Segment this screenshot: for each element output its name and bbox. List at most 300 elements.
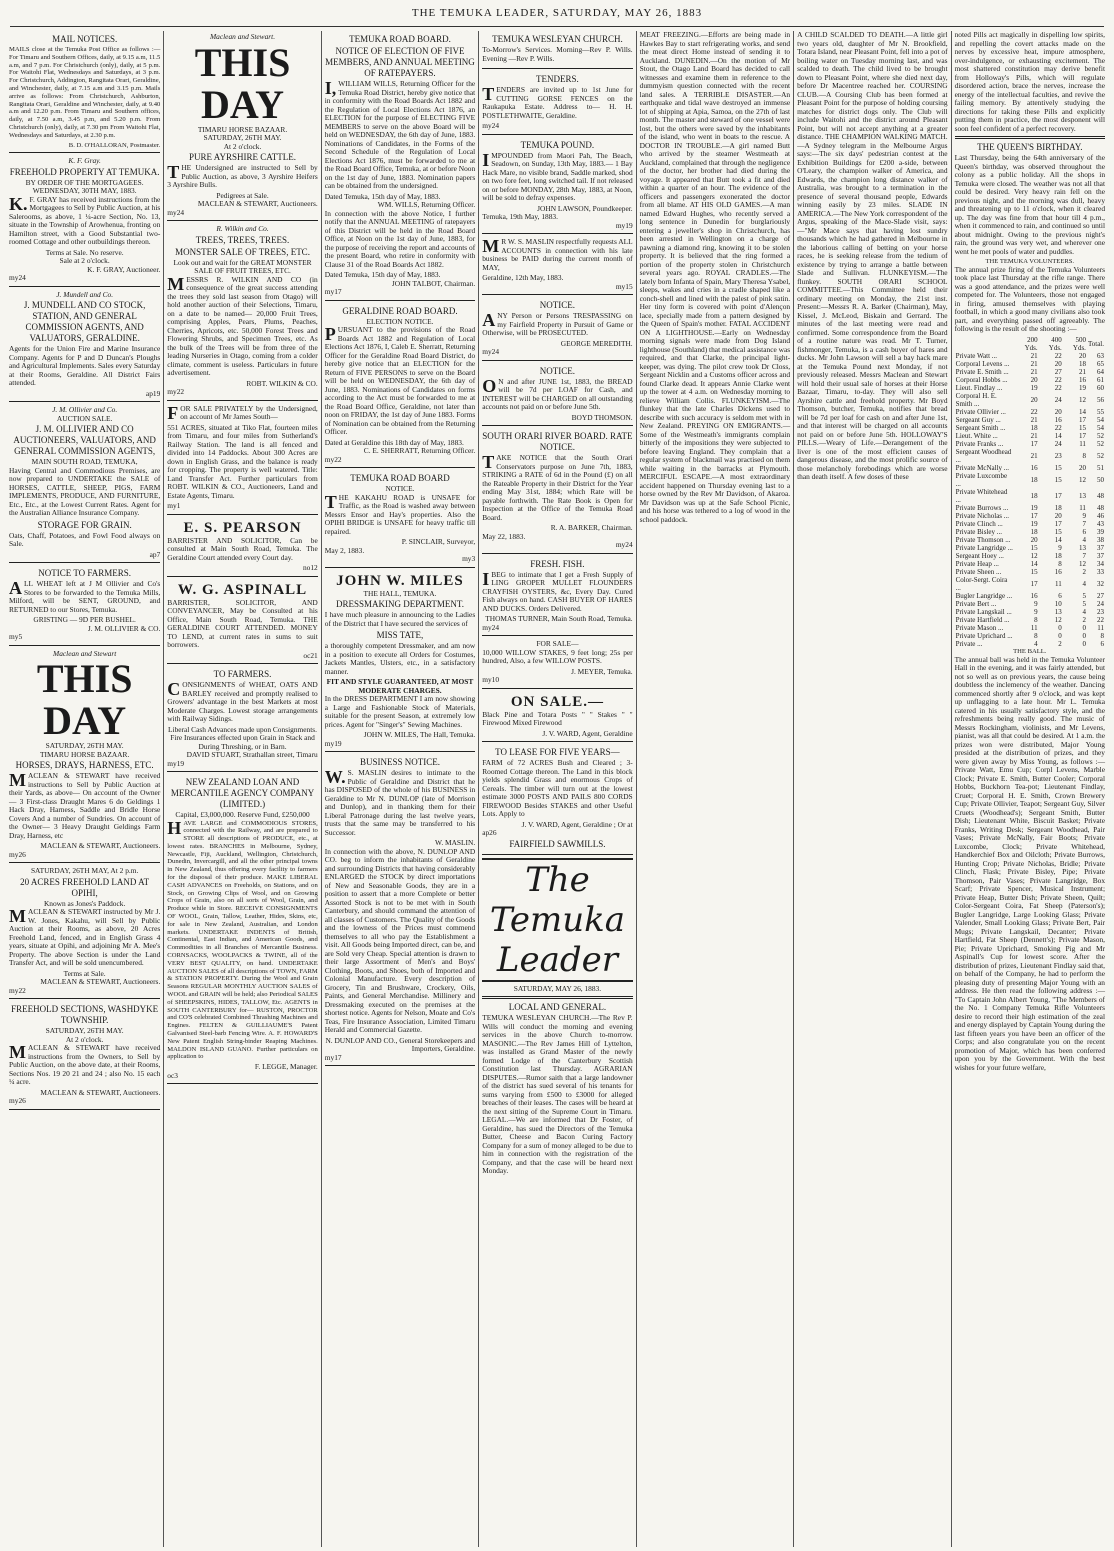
ms2-body: MACLEAN & STEWART instructed by Mr J. W. Jones, Kakahu, will Sell by Public Auction at their Rooms, as above, 20 Acres Freehold Land, fenced, and in English Grass 4 years, situate at Opihi, and adjoining Mr A. Mee's Property. The above Section is under the Land Transfer Act, and will be sold unencumbered.	[9, 906, 161, 968]
table-cell: 17	[1030, 511, 1038, 520]
table-cell: 18	[1054, 551, 1062, 560]
table-cell: 20	[1054, 359, 1062, 368]
mail-signature: B. D. O'HALLORAN, Postmaster.	[68, 141, 161, 149]
pound-signature: JOHN LAWSON, Poundkeeper.	[537, 203, 633, 213]
table-cell: 12	[1078, 395, 1086, 404]
business-notice	[325, 754, 475, 1066]
table-cell: 32	[1097, 579, 1105, 588]
bn-signature2: N. DUNLOP AND CO., General Storekeepers and Importers, Geraldine.	[325, 1035, 476, 1053]
mundell-advert	[9, 289, 160, 403]
table-cell: Private Nicholas ...	[955, 511, 1010, 520]
table-cell: 13	[1054, 607, 1062, 616]
table-cell: 12	[1078, 475, 1086, 484]
miles-advert	[325, 570, 475, 753]
table-cell: 39	[1097, 527, 1105, 536]
notice2-signature: BOYD THOMSON.	[571, 412, 633, 422]
notice1-signature: GEORGE MEREDITH.	[560, 338, 633, 348]
sale-code: my10	[482, 675, 500, 684]
table-row	[955, 552, 1105, 560]
table-cell: 52	[1097, 451, 1105, 460]
table-cell: 18	[1030, 423, 1038, 432]
table-cell: 11	[1097, 623, 1105, 632]
title-rule	[482, 996, 632, 999]
ms3-date: SATURDAY, 26TH MAY.	[45, 1026, 124, 1036]
maclean-stewart-horses	[9, 648, 160, 864]
table-cell: 17	[1030, 439, 1038, 448]
tenders-title: TENDERS.	[536, 74, 579, 84]
table-cell: 65	[1097, 359, 1105, 368]
ms2-signature: MACLEAN & STEWART, Auctioneers.	[40, 977, 161, 987]
table-cell: 4	[1082, 579, 1086, 588]
table-cell: 48	[1097, 503, 1105, 512]
table-row	[955, 624, 1105, 632]
table-cell: 6	[1082, 527, 1086, 536]
table-cell: 54	[1097, 423, 1105, 432]
table-cell: Color-Sergt. Coira ...	[955, 575, 1008, 592]
ms2-code: my22	[9, 985, 26, 995]
miles-name: MISS TATE,	[376, 630, 424, 640]
table-cell: 0	[1082, 623, 1086, 632]
miles-signature: JOHN W. MILES, The Hall, Temuka.	[363, 730, 476, 739]
tr-code: my3	[462, 554, 476, 563]
private-title: FOR SALE PRIVATELY by the Undersigned, on account of Mr James South—	[167, 402, 318, 423]
table-cell: 11	[1055, 579, 1062, 588]
table-cell: 14	[1054, 535, 1062, 544]
table-cell: Private Franks ...	[955, 439, 1004, 448]
ms2-date: SATURDAY, 26TH MAY, At 2 p.m.	[30, 866, 139, 876]
orari-title: SOUTH ORARI RIVER BOARD. RATE NOTICE.	[482, 431, 633, 452]
lease-body: FARM of 72 ACRES Bush and Cleared ; 3-Roomed Cottage thereon. The Land in this block yields splendid Grass and enormous Crops of Cereals. The timber will turn out at the lowest estimate 3000 POSTS AND PAILS 800 CORDS FIREWOOD Besides STAKES and other Useful Lots. Apply to	[482, 758, 633, 818]
private-code: my1	[167, 501, 181, 510]
table-cell: Corporal Levens ...	[955, 359, 1010, 368]
ms-signature: MACLEAN & STEWART, Auctioneers.	[40, 841, 161, 851]
table-cell: 38	[1097, 535, 1105, 544]
annual-meeting-body: In connection with the above Notice, I further notify that the ANNUAL MEETING of ratepayers of this District will be held in the Road Board Office, at Noon on the 1st day of June, 1883, for the purpose of receiving the report and accounts of the present Board, who retire in conformity with Clause 31 of the Road Boards Act 1882.	[324, 208, 476, 269]
news-body-6: A CHILD SCALDED TO DEATH.—A little girl two years old, daughter of Mr N. Brookfield, Totara Island, near Pleasant Point, fell into a pot of boiling water on Tuesday morning last, and was scalded to death. The child lived to be brought down to Pleasant Point, where she died next day, before Dr Macentree reached her. COURSING CLUB.—A Coursing Club has been formed at Pleasant Point for the purpose of holding coursing matches for district dogs only. The Club will include Waitohi and the district around Pleasant Point, but will not accept anything at a greater distance. THE CHAMPION WALKING MATCH.—A Sydney telegram in the Melbourne Argus says:—The six days' pedestrian contest at the Exhibition Buildings for £200 a-side, between O'Leary, the champion walker of America, and Edwards, the champion long distance walker of Australia, was brought to a termination in the presence of several thousand people, Edwards winning easily by 23 miles. SLADE IN AMERICA.—The New York correspondent of the Argus, speaking of the Mace-Slade visit, says:—"Mr Mace says that having lost sundry thousands which he had gathered in Melbourne in the laborious calling of betting on your horse races, he is seeking release from the tedium of existence by trying to arrange a battle between Slade and Sullivan. FLUNKEYISM.—The flunkey. SOUTH ORARI SCHOOL COMMITTEE.—This Committee held their ordinary meeting on Monday, the 21st inst. Present:—Messrs R. A. Barker (Chairman), May, Kissel, J. McLeod, Biskain and Gerrard. The minutes of the last meeting were read and confirmed. Some correspondence from the Board of a routine nature was read. Mr T. Turner, fishmonger, Temuka, is a cash buyer of hares and ducks. Mr John Lawson will sell a bay hack mare at the Temuka Pound next Monday, if not previously released. Messrs Maclean and Stewart will hold their usual sale of horses at their Horse Bazaar, Timaru, to-day. They will also sell Ayrshire cattle and freehold property. Mr Boyd Thomson, butcher, Temuka, notifies that bread will be 7d per loaf for cash on and after June 1st, and that interest will be charged on all accounts not paid on or before June 5th. HOLLOWAY'S PILLS.—Weary of Life.—Derangement of the liver is one of the most efficient causes of dangerous disease, and the most prolific source of those melancholy forebodings which are worse than death itself. A few doses of these	[797, 31, 948, 481]
ms2-title: 20 ACRES FREEHOLD LAND AT OPIHI,	[20, 876, 150, 898]
table-cell: 21	[1030, 415, 1038, 424]
table-cell: 22	[1054, 423, 1062, 432]
table-cell: 18	[1078, 359, 1086, 368]
paper-title: The Temuka Leader	[482, 858, 632, 982]
table-cell: Corporal H. E. Smith ...	[955, 391, 997, 408]
tr-date: May 2, 1883.	[324, 545, 365, 555]
table-cell: 18	[1030, 527, 1038, 536]
table-row	[955, 520, 1105, 528]
table-cell: 16	[1030, 591, 1038, 600]
tenders-code: my24	[482, 121, 500, 130]
table-cell: Private Bert ...	[955, 599, 997, 608]
table-cell: Bugler Langridge ...	[955, 591, 1013, 600]
table-cell: 7	[1082, 519, 1086, 528]
notice-title: NOTICE OF ELECTION OF FIVE MEMBERS, AND ANNUAL MEETING OF RATEPAYERS.	[325, 46, 475, 78]
gray-body: K.F. GRAY has received instructions from the Mortgagees to Sell by Public Auction, at his Salerooms, as above, 1 ¼-acre Section, No. 13, situate in the Township of Arowhenua, fronting on Hamilton street, with a Good Substantial two-roomed Cottage and other outbuildings thereon.	[9, 193, 161, 247]
notice1-body: ANY Person or Persons TRESPASSING on my Fairfield Property in Pursuit of Game or Otherwise, will be PROSECUTED.	[482, 310, 633, 337]
maslin-date: Geraldine, 12th May, 1883.	[482, 273, 564, 282]
ger-title: GERALDINE ROAD BOARD.	[342, 305, 458, 316]
rifle-body: The annual prize firing of the Temuka Volunteers took place last Thursday at the rifle range. There was a good attendance, and the prizes were well competed for. The Volunteers, those not engaged in firing, amused themselves with playing football, in which a good many civilians also took part, and everything passed off agreeably. The following is the result of the shooting :—	[954, 264, 1106, 334]
bn-signature: W. MASLIN.	[435, 838, 476, 847]
table-cell: 4	[1034, 639, 1038, 648]
tr-body: THE KAKAHU ROAD is UNSAFE for Traffic, as the Road is washed away between Messrs Ensor and Hay's properties. Also the OPIHI BRIDGE is UNSAFE for heavy traffic till repaired.	[324, 491, 476, 536]
table-row	[955, 432, 1105, 440]
column-3	[321, 31, 478, 1547]
notice-date: Dated Temuka, 15th day of May, 1883.	[324, 191, 441, 201]
table-cell: Private Hartfield ...	[955, 615, 1010, 624]
ms-code: my26	[9, 849, 26, 859]
trespass-notice	[482, 297, 632, 361]
shooting-results-table	[955, 336, 1105, 648]
news-body-5: MEAT FREEZING.—Efforts are being made in Hawkes Bay to start refrigerating works, and send the meat direct Home instead of sending it to Auckland. DUNEDIN.—On the motion of Mr Stout, the Otago Land Board has decided to call witnesses and examine them in reference to the dummyism question connected with the recent land sales. A TERRIBLE DISASTER.—An earthquake and tidal wave destroyed an immense lot of shipping at Apia, Samoa, on the 27th of last month. The master and steward of one vessel were lost, but the others were saved by the inhabitants of the island, who went in boats to the rescue. A DOCTOR IN TROUBLE.—A girl named Butt who arrived by the steamer Westmeath at Auckland, complained that through the negligence of the doctor, her brother had died during the voyage. It appeared that Butt took a fit and died within a quarter of an hour. The evidence of the officers and passengers exonerated the doctor from all blame. AT HIS OLD GAMES.—A man named Edward Hughes, who recently served a long sentence in Dunedin for burglariously entering a jeweller's shop in Christchurch, has been arrested in Wellington on a charge of pawning a diamond ring, knowing it to be stolen property. It is believed that the ring formed a portion of the property stolen in Christchurch several years ago. ROYAL CRADLES.—The lately born Infanta of Spain, Mary Theresa Ysabel, sleeps, wakes and cries in a cradle shaped like a conch-shell and lined with the palest of pink satin. Her tiny form is covered with point d'Alençon lace, specially made from a pattern designed by the Queen of Spain's mother. FATAL ACCIDENT ON A LIGHTHOUSE.—Early on Wednesday morning signals were made from Dog Island lighthouse (Southland) that medical assistance was required, and that Clarke, the principal light-keeper, was dying. The pilot crew took Dr Closs, Sergeant Nicklin and a Customs officer across and found Clarke dead. It appears Annie Clarke went up the tower at 4 a.m. on Wednesday morning to relieve William Collis. FLUNKEYISM.—The flunkey that the late Charles Dickens used to describe with such accuracy is seldom met with in New Zealand. PREYING ON EMIGRANTS.—Some of the Westmeath's immigrants complain bitterly of the impositions they were subjected to before leaving England. They complain that a regular system of blackmail was practised on them while waiting in the barracks at Plymouth. MERCIFUL ESCAPE.—A most extraordinary accident happened on Thursday evening last to a horse owned by the Rev Mr Davidson, of Akaroa. Mr Davidson was up at the Safe School Picnic, and his horse was tethered to a log of wood in the school paddock.	[639, 31, 791, 524]
table-cell: 21	[1030, 359, 1038, 368]
table-row	[955, 592, 1105, 600]
private-body: 551 ACRES, situated at Tiko Flat, fourteen miles from Timaru, and four miles from Sutherland's Railway Station. The land is all fenced and divided into 14 Paddocks. About 300 Acres are down in English Grass, and the balance is ready for cropping. The property is well watered. Title: Land Transfer Act. Further particulars from ROBT. WILKIN & CO., Auctioneers, Land and Estate Agents, Timaru.	[167, 422, 318, 500]
table-cell: 24	[1054, 439, 1062, 448]
annual-meeting-date: Dated Temuka, 15th day of May, 1883.	[324, 270, 441, 279]
ms3-signature: MACLEAN & STEWART, Auctioneers.	[40, 1087, 161, 1097]
table-cell: 52	[1097, 439, 1105, 448]
table-cell: Private Ollivier ...	[955, 407, 1006, 416]
table-cell: 24	[1054, 395, 1062, 404]
table-cell: 46	[1097, 511, 1105, 520]
willow-sale	[482, 638, 632, 689]
stuart-farmers: TO FARMERS.	[213, 669, 272, 679]
table-cell: 17	[1054, 491, 1062, 500]
table-cell: 23	[1097, 607, 1105, 616]
trees-title: TREES, TREES, TREES.	[195, 234, 290, 245]
ayr-sub: PURE AYRSHIRE CATTLE.	[189, 152, 296, 162]
table-cell: 9	[1034, 599, 1038, 608]
farmers-body: ALL WHEAT left at J M Ollivier and Co's Stores to be forwarded to the Temuka Mills, Milford, will be SENT, GROUND, and RETURNED to our Stores, Temuka.	[9, 578, 161, 614]
bread-notice	[482, 363, 632, 427]
bn-body2: In connection with the above, N. DUNLOP AND CO. beg to inform the inhabitants of Geraldine and surrounding Districts that having considerably ENLARGED the STOCK by direct importations of New and Seasonable Goods, they are in a position to assert that a more Complete or better Assorted Stock is not to be met with in South Canterbury, and should command the attention of all classes of Customers. The Quality of the Goods and the lowness of the Prices must commend themselves to all who pay the Establishment a visit. All Goods being Imported direct, can be, and are Sold very Cheap. Special attention is drawn to their large Assortment of Men's and Boys' Clothing, Boots, and Shoes, both of Imported and Colonial Manufacture. Every description of Grocery, Tin and Brushware, Crockery, Oils, Paints, and General Merchandise. Millinery and Dressmaking executed on the premises at the shortest notice. Agents for Nelson, Moate and Co's Teas, Fire Insurance Association, Limited Timaru Herald and Commercial Gazette.	[324, 846, 476, 1034]
wilkin-header: R. Wilkin and Co.	[216, 224, 269, 233]
table-cell: 55	[1097, 407, 1105, 416]
onsale-signature: J. V. WARD, Agent, Geraldine	[542, 728, 633, 738]
wes-body: To-Morrow's Services. Morning—Rev P. Wills. Evening —Rev P. Wills.	[482, 45, 633, 63]
table-cell: 51	[1097, 463, 1105, 472]
aspinall-advert	[167, 579, 317, 665]
table-row	[955, 408, 1105, 416]
table-row	[955, 576, 1105, 592]
gray-signature: K. F. GRAY, Auctioneer.	[87, 264, 161, 274]
nz-body: HAVE LARGE and COMMODIOUS STORES, connected with the Railway, and are prepared to STORE all descriptions of PRODUCE, etc., at lowest rates. BRANCHES in Melbourne, Sydney, Newcastle, Fiji, Auckland, Wellington, Christchurch, Dunedin, Invercargill, and all the other principal towns in New Zealand, thus offering every facility to farmers for the disposal of their produce. MAKE LIBERAL CASH ADVANCES on Freeholds, on Stations, and on Stock, on Growing Clips of Wool, and on Growing Crops of Grain, also on all sorts of Wool, Grain, and Produce while in Store. RECEIVE CONSIGNMENTS OF WOOL, Grain, Tallow, Leather, Hides, Skins, etc, for sale in New Zealand, Australian, and London markets. UNDERTAKE INDENTS of British, Continental, East Indian, and American Goods, and Commodities in all Branches of Mercantile Business. CORNSACKS, WOOLPACKS & TWINE, all of the VERY BEST QUALITY, on hand. UNDERTAKE AUCTION SALES of all descriptions of TOWN, FARM & STATION PROPERTY. During the Wool and Grain Seasons REGULAR MONTHLY AUCTION SALES of WOOL and GRAIN will be held; also Periodical SALES of SHEEPSKINS, HIDES, TALLOW, Etc. AGENTS in SOUTH CANTERBURY for— RUSTON, PROCTOR and CO'S celebrated Combined Thrashing Machines and Engines. FELTEN & GUILLIAUME'S Patent Galvanised Steel-barb Fencing Wire. A. F. HOWARD'S New Patent English String-binder Reaping Machines. MALDON ISLAND GUANO. Further particulars on application to	[167, 817, 318, 1061]
ms2-terms: Terms at Sale.	[63, 968, 106, 978]
table-cell: 15	[1030, 567, 1038, 576]
table-cell: Private Thomson ...	[955, 535, 1011, 544]
table-cell: Sergeant Woodhead ...	[955, 447, 1012, 464]
gray-sale-time: Sale at 2 o'clock.	[59, 256, 110, 266]
ollivier-address: MAIN SOUTH ROAD, TEMUKA,	[31, 457, 138, 467]
lease-advert	[482, 744, 632, 855]
table-cell: 8	[1034, 631, 1038, 640]
table-cell: Private Mason ...	[955, 623, 1004, 632]
ms-header: Maclean and Stewart	[53, 648, 117, 658]
scores-body	[955, 352, 1105, 648]
table-row	[955, 440, 1105, 448]
table-cell: Private Sheen ...	[955, 567, 1002, 576]
table-cell: Private Uprichard ...	[955, 631, 1013, 640]
ms3-code: my26	[9, 1096, 26, 1106]
table-row	[955, 568, 1105, 576]
gray-code: my24	[9, 273, 26, 283]
ms-body: MACLEAN & STEWART have received instructions to Sell by Public Auction at their Yards, as above— On account of the Owner— 3 First-class Draught Mares 6 do Geldings 1 Hack Dray, Harness, Saddle and Bridle Horse Covers And a number of Sundries. On account of the Owner— 3 Heavy Draught Geldings Farm Dray, Harness, etc	[9, 770, 161, 840]
tr-signature: P. SINCLAIR, Surveyor,	[401, 537, 476, 546]
fish-body: IBEG to intimate that I get a Fresh Supply of LING GROPER MULLET FLOUNDERS CRAYFISH OYSTERS, &c, Every Day. Cured Fish always on hand. CASH BUYER OF HARES AND DUCKS. Orders Delivered.	[482, 568, 633, 613]
table-cell: 16	[1054, 567, 1062, 576]
miles-body: I have much pleasure in announcing to the Ladies of the District that I have secured the services of	[324, 610, 476, 628]
masthead: THE TEMUKA LEADER, SATURDAY, MAY 26, 1883	[10, 0, 1104, 27]
fish-signature: THOMAS TURNER, Main South Road, Temuka.	[485, 614, 633, 623]
pearson-advert	[167, 517, 317, 577]
ms3-body: MACLEAN & STEWART have received instructions from the Owners, to Sell by Public Auction, on the above date, at their Rooms, Sections Nos. 19 20 21 and 24 ; also No. 15 each ¼ acre.	[9, 1042, 161, 1087]
orari-date: May 22, 1883.	[482, 531, 526, 541]
wilkin-body: MESSRS R. WILKIN AND CO (in consequence of the great success attending the trees they sold last season from Otago) will hold another auction of their Selections, Timaru, on a date to be named— 20,000 Fruit Trees, comprising Apples, Pears, Plums, Peaches, Cherries, Apricots, etc. 50,000 Forest Trees and Flowering Shrubs, and Specimen Trees, etc. As the bulk of the Trees will be from three of the leading Nurseries in Otago, coming from a colder climate, comment is useless. Particulars in future advertisement.	[167, 273, 318, 377]
table-cell: 15	[1054, 463, 1062, 472]
notice1-title: NOTICE.	[539, 300, 576, 310]
table-cell: 12	[1078, 559, 1086, 568]
ollivier-header: J. M. Ollivier and Co.	[52, 405, 118, 415]
orari-signature: R. A. BARKER, Chairman.	[550, 523, 633, 532]
table-cell: 18	[1030, 475, 1038, 484]
table-cell: Private Whitehead ...	[955, 487, 1008, 504]
ger-signature: C. E. SHERRATT, Returning Officer.	[363, 446, 476, 455]
miles-body3: In the DRESS DEPARTMENT I am now showing a Large and Fashionable Stock of Materials, suitable for the present Season, at extremely low prices. Agent for "Singer's" Sewing Machines.	[324, 694, 476, 729]
miles-title: JOHN W. MILES	[336, 572, 464, 589]
table-cell: 20	[1030, 535, 1038, 544]
table-cell: 16	[1030, 463, 1038, 472]
stuart-body: CONSIGNMENTS of WHEAT, OATS AND BARLEY received and promptly realised to Growers' advantage in the best Markets at most Moderate Charges. Lowest storage arrangements with Railway Sidings.	[167, 679, 318, 723]
maslin-accounts	[482, 236, 632, 295]
tr-title: TEMUKA ROAD BOARD	[350, 473, 450, 483]
wga-code: oc21	[303, 650, 318, 660]
table-cell: 16	[1054, 415, 1062, 424]
column-2	[163, 31, 320, 1547]
table-cell: 23	[1054, 451, 1062, 460]
table-cell: 8	[1058, 559, 1062, 568]
local-title: LOCAL AND GENERAL.	[508, 1002, 607, 1012]
table-cell: 21	[1030, 451, 1038, 460]
nz-title: NEW ZEALAND LOAN AND MERCANTILE AGENCY COMPANY (LIMITED.)	[170, 777, 315, 809]
maclean-stewart-land	[9, 865, 160, 999]
fish-code: my24	[482, 622, 500, 632]
gray-title: FREEHOLD PROPERTY AT TEMUKA.	[9, 166, 160, 177]
table-cell: 14	[1078, 407, 1086, 416]
onsale-title: ON SALE.—	[510, 693, 605, 710]
table-row	[955, 536, 1105, 544]
table-cell: 10	[1054, 599, 1062, 608]
table-cell: 50	[1097, 475, 1105, 484]
table-cell: 18	[1054, 503, 1062, 512]
ger-sub: ELECTION NOTICE.	[366, 316, 434, 326]
table-cell: 11	[1030, 623, 1038, 632]
gray-advert	[9, 155, 160, 287]
table-cell: 14	[1054, 431, 1062, 440]
stuart-advert	[167, 666, 317, 772]
table-cell: 2	[1058, 639, 1062, 648]
mail-body: MAILS close at the Temuka Post Office as follows :— For Timaru and Southern Offices, daily, at 9.15 a.m, 11.5 a.m, and 7 p.m. For Christchurch (only), daily, at 5 p.m. For Waitohi Flat, Wednesdays and Saturdays, at 3 p.m. For Christchurch, Addington, Rangitata Orari, Geraldine, and Winchester, daily, at 7.15 a.m and 3.15 p.m. Mails arrive as follows: From Christchurch, Ashburton, Rangitata Orari, Geraldine and Winchester, daily, at 9.40 a.m and 12.20 p.m. From Timaru and Southern offices, daily, at 7.50 a.m, 3.45 p.m, and 5.20 p.m. From Christchurch (only), daily, at 7.30 pm From Waitohi Flat, Wednesdays and Saturdays, at 2.30 p.m.	[9, 46, 161, 139]
farmers-code: my5	[9, 632, 23, 642]
farmers-signature: J. M. OLLIVIER & CO.	[87, 623, 161, 633]
table-cell: 17	[1078, 431, 1086, 440]
nz-capital: Capital, £3,000,000. Reserve Fund, £250,000	[175, 810, 310, 819]
table-cell: 21	[1030, 431, 1038, 440]
esp-code: no12	[302, 563, 318, 572]
table-cell: 4	[1082, 607, 1086, 616]
column-6	[793, 31, 950, 1547]
onsale-body: Black Pine and Totara Posts " " Stakes " " Firewood Mixed Firewood	[482, 709, 633, 727]
orari-body: TAKE NOTICE that the South Orari Conservators purpose on June 7th, 1883, STRIKING a RATE of 6d in the Pound (£) on all the Rateable Property in their District for the Year ending May 31st, 1884; which Rate will be payable forthwith. The Rate Book is Open for Inspection at the Office of the Temuka Road Board.	[482, 452, 633, 522]
nz-signature: F. LEGGE, Manager.	[254, 1062, 318, 1072]
ger-code: my22	[324, 454, 342, 464]
table-row	[955, 448, 1105, 464]
table-cell: Lieut. Findlay ...	[955, 383, 1003, 392]
table-cell: Private E. Smith ...	[955, 367, 1009, 376]
table-row	[955, 544, 1105, 552]
table-cell: 6	[1100, 639, 1105, 648]
stuart-signature: DAVID STUART, Strathallan street, Timaru	[186, 750, 318, 759]
esp-body: BARRISTER AND SOLICITOR, Can be consulted at Main South Road, Temuka. The Geraldine Court attended every Court day.	[167, 535, 318, 562]
notice-signature: WM. WILLS, Returning Officer.	[377, 200, 476, 209]
scores-header-row	[955, 336, 1105, 352]
table-row	[955, 384, 1105, 392]
table-cell: 6	[1058, 591, 1062, 600]
fish-title: FRESH. FISH.	[530, 558, 585, 569]
table-cell: Private Clinch ...	[955, 519, 1003, 528]
ollivier-title: J. M. OLLIVIER AND CO AUCTIONEERS, VALUATORS, AND GENERAL COMMISSION AGENTS,	[13, 424, 156, 457]
table-cell: 61	[1097, 375, 1105, 384]
lease-mill: FAIRFIELD SAWMILLS.	[509, 838, 606, 849]
table-row	[955, 472, 1105, 488]
gray-terms: Terms at Sale. No reserve.	[45, 247, 124, 257]
private-sale-advert	[167, 403, 317, 515]
table-cell: 11	[1079, 503, 1086, 512]
table-cell: 27	[1054, 367, 1062, 376]
ayr-header: Maclean and Stewart.	[209, 32, 276, 41]
table-row	[955, 376, 1105, 384]
road-title: TEMUKA ROAD BOARD.	[349, 34, 451, 44]
ger-date: Dated at Geraldine this 18th day of May, 1883.	[324, 437, 464, 447]
tenders-body: TENDERS are invited up to 1st June for CUTTING GORSE FENCES on the Raukapuka Estate. Address to— H. H. POSTLETHWAITE, Geraldine.	[482, 84, 633, 120]
column-7	[951, 31, 1108, 1547]
ms-place: TIMARU HORSE BAZAAR.	[39, 749, 130, 759]
table-row	[955, 424, 1105, 432]
table-cell: 19	[1030, 519, 1038, 528]
mundell-body: Agents for the Union Fire and Marine Insurance Company. Agents for P and D Duncan's Ploughs and Agricultural Implements. Sales every Saturday at their Rooms, Geraldine. All District Fairs attended.	[9, 344, 161, 388]
bn-code: my17	[324, 1052, 342, 1062]
ms2-known: Known as Jones's Paddock.	[43, 898, 126, 908]
ayr-signature: MACLEAN & STEWART, Auctioneers.	[197, 199, 318, 208]
orari-rate-notice	[482, 428, 632, 554]
annual-meeting-signature: JOHN TALBOT, Chairman.	[391, 278, 476, 288]
table-row	[955, 352, 1105, 360]
storage-title: STORAGE FOR GRAIN.	[37, 519, 132, 530]
table-cell: 11	[1079, 439, 1086, 448]
table-row	[955, 640, 1105, 648]
table-row	[955, 528, 1105, 536]
column-5	[636, 31, 793, 1547]
table-cell: 18	[1030, 491, 1038, 500]
table-cell: 52	[1097, 431, 1105, 440]
table-cell: 17	[1030, 579, 1038, 588]
table-cell: 20	[1078, 351, 1086, 360]
ollivier-advert	[9, 404, 160, 563]
table-cell: 0	[1082, 639, 1086, 648]
table-cell: 0	[1058, 623, 1062, 632]
tenders-notice	[482, 71, 632, 135]
miles-body2: a thoroughly competent Dressmaker, and am now in a position to execute all Orders for Costumes, Jackets Mantles, Ulsters, etc., in a satisfactory manner.	[324, 641, 476, 676]
scores-header-cell	[955, 336, 1015, 352]
table-cell: 24	[1097, 599, 1105, 608]
table-cell: 33	[1097, 567, 1105, 576]
table-cell: 60	[1097, 383, 1105, 392]
table-cell: 17	[1078, 415, 1086, 424]
table-cell: 20	[1030, 375, 1038, 384]
ayr-time: At 2 o'clock.	[223, 141, 262, 151]
table-cell: 8	[1100, 631, 1105, 640]
table-cell: Sergeant Guy ...	[955, 415, 1001, 424]
table-cell: Private Heap ...	[955, 559, 999, 568]
table-cell: 37	[1097, 551, 1105, 560]
table-cell: 20	[1030, 395, 1038, 404]
table-cell: Private Luxcombe ...	[955, 471, 1008, 488]
table-cell: 15	[1054, 475, 1062, 484]
posts-sale	[482, 691, 632, 743]
table-row	[955, 464, 1105, 472]
ms3-time: At 2 o'clock.	[65, 1034, 104, 1044]
table-cell: 22	[1054, 383, 1062, 392]
mail-title: MAIL NOTICES.	[52, 34, 118, 44]
column-4	[478, 31, 635, 1547]
sale-signature: J. MEYER, Temuka.	[571, 666, 633, 676]
bn-title: BUSINESS NOTICE.	[359, 757, 440, 767]
table-row	[955, 368, 1105, 376]
table-cell: 20	[1078, 463, 1086, 472]
table-cell: 0	[1082, 631, 1086, 640]
miles-code: my19	[324, 738, 342, 748]
local-body: TEMUKA WESLEYAN CHURCH.—The Rev P. Wills will conduct the morning and evening services in the above Church to-morrow. MASONIC.—The Rev James Hill of Lyttelton, was installed as Grand Master of the newly formed Lodge of the Canterbury Scottish Constitution last Thursday. AGRARIAN DISPUTES.—Rumor saith that a large landowner of the district has sued several of his tenants for sums varying from £500 to £3000 for alleged breaches of their leases. The cases will be heard at the next sitting of the Supreme Court in Timaru. LEGAL.—We are informed that Dr Foster, of Geraldine, has sued the Directors of the Temuka Butter, Cheese and Bacon Curing Factory Company for a sum of money alleged to be due to him in connection with the registration of the Company, and that the case will be heard next Monday.	[482, 1013, 633, 1175]
table-cell: 5	[1082, 591, 1086, 600]
table-row	[955, 416, 1105, 424]
miles-fit: FIT AND STYLE GUARANTEED, AT MOST MODERATE CHARGES.	[326, 677, 474, 695]
notice2-title: NOTICE.	[539, 365, 576, 376]
table-cell: 22	[1054, 351, 1062, 360]
table-cell: 13	[1078, 543, 1086, 552]
mundell-code: ap19	[145, 388, 161, 398]
columns	[0, 27, 1114, 1547]
table-cell: 14	[1030, 559, 1038, 568]
gray-header: K. F. Gray.	[68, 156, 101, 166]
geraldine-road-board	[325, 303, 475, 469]
table-cell: 7	[1082, 551, 1086, 560]
lease-signature: J. V. WARD, Agent, Geraldine ; Or at	[521, 819, 633, 829]
table-row	[955, 504, 1105, 512]
table-cell: 19	[1030, 383, 1038, 392]
table-cell: 21	[1078, 367, 1086, 376]
farmers-price: GRISTING — 9D PER BUSHEL.	[33, 615, 136, 625]
esp-title: E. S. PEARSON	[183, 519, 302, 536]
sale-body: 10,000 WILLOW STAKES, 9 feet long; 25s per hundred, Also, a few WILLOW POSTS.	[482, 647, 633, 665]
storage-body: Oats, Chaff, Potatoes, and Fowl Food always on Sale.	[9, 530, 161, 549]
paper-date: SATURDAY, MAY 26, 1883.	[513, 983, 602, 993]
farmers-title: NOTICE TO FARMERS.	[38, 568, 132, 579]
wesleyan-church	[482, 31, 632, 69]
table-cell: 2	[1082, 615, 1086, 624]
ayr-code: my24	[167, 207, 185, 217]
table-cell: 27	[1097, 591, 1105, 600]
ms-this-day: THIS DAY	[36, 656, 133, 744]
table-cell: 34	[1097, 559, 1105, 568]
